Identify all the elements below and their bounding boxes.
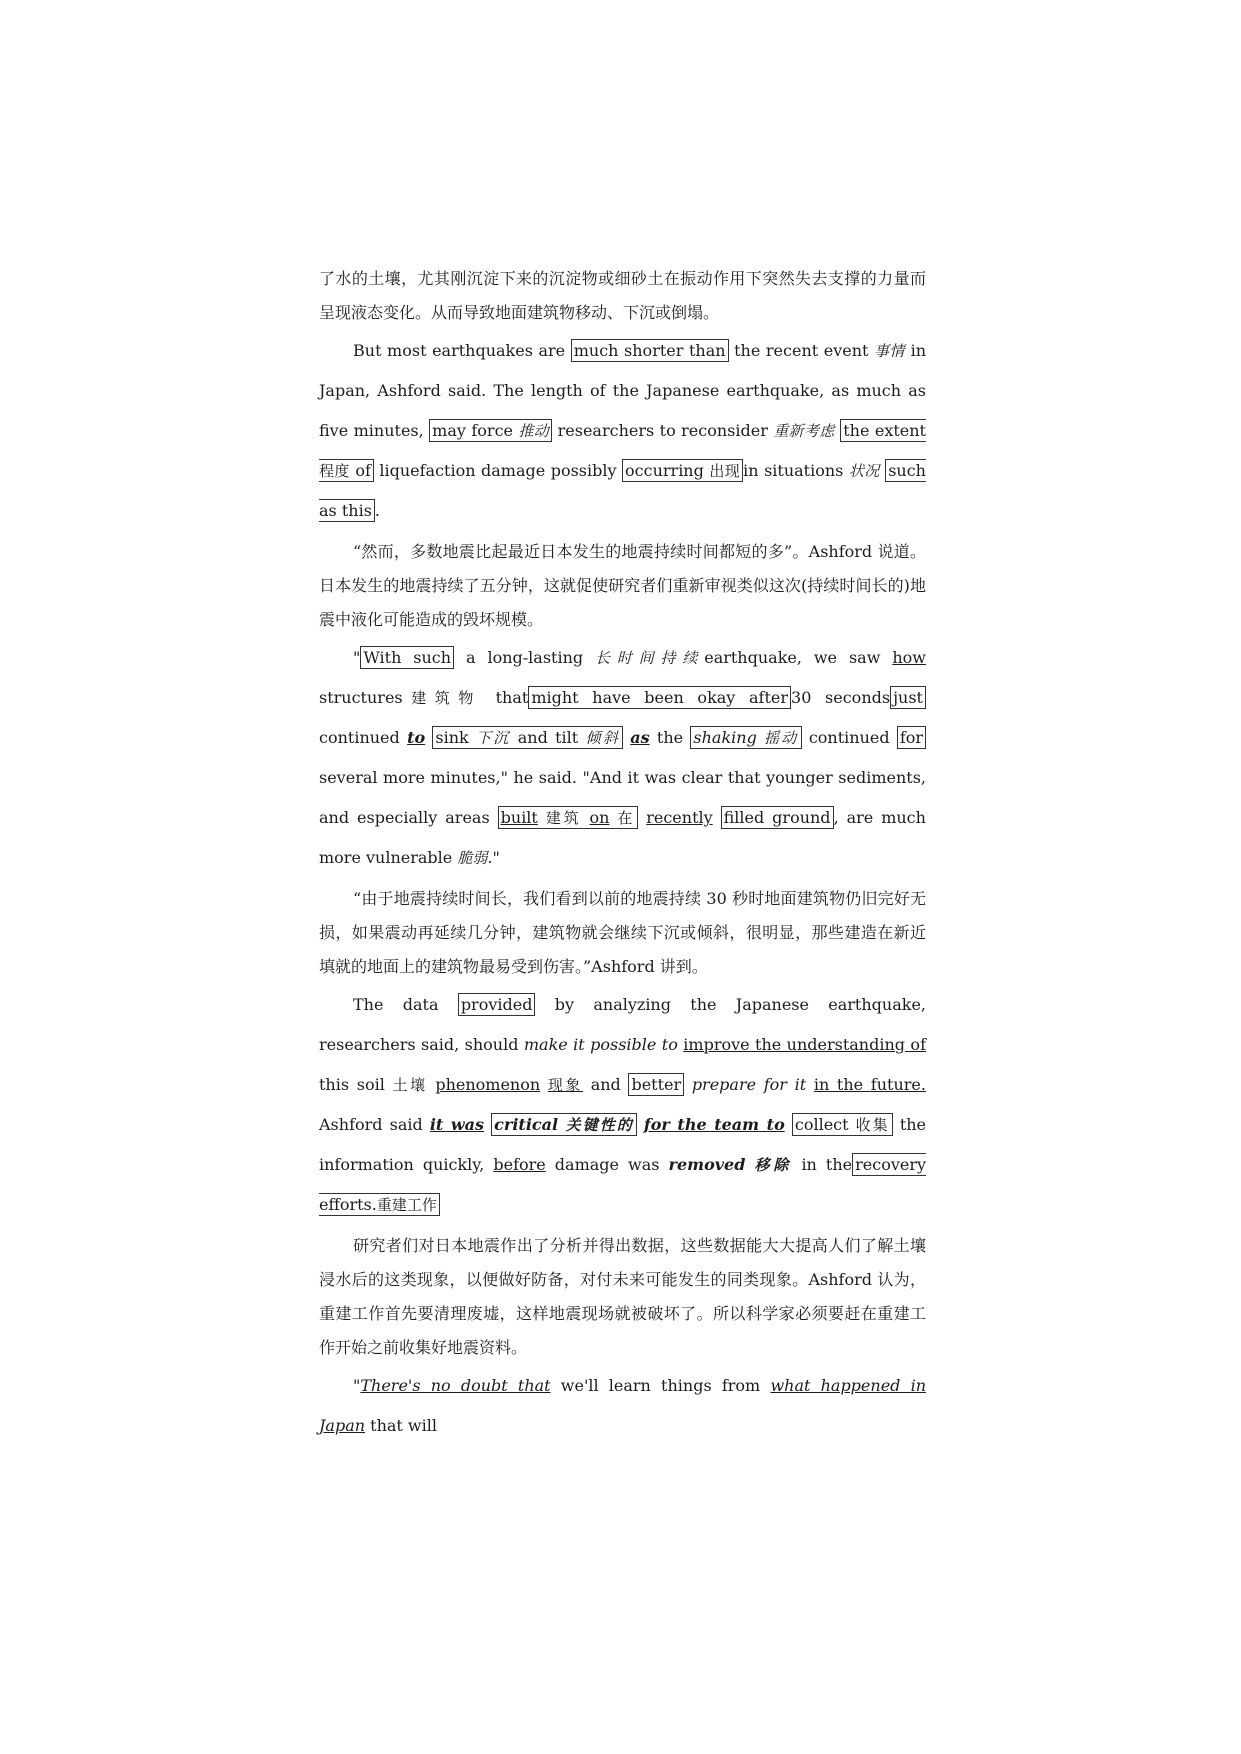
text: " [353,1376,361,1395]
text: critical [494,1115,559,1134]
text: by analyzing the Japanese earthquake, researchers said, should [319,995,927,1054]
gloss: 土壤 [392,1076,428,1094]
gloss: 事情 [874,342,906,360]
paragraph-en-2 [319,638,926,878]
boxed-phrase: just [890,686,926,709]
underlined-phrase: what happened in Japan [319,1376,927,1435]
text: the information quickly, [319,1115,927,1174]
gloss: 重建工作 [376,1196,437,1214]
gloss: 脆弱 [457,849,488,867]
boxed-phrase: provided [458,993,536,1016]
gloss: 建筑 [545,809,582,827]
text: in Japan, Ashford said. The length of the Japanese earthquake, as much as five minutes, [319,341,927,440]
boxed-phrase: With such [360,646,454,669]
gloss: 建筑物 [402,689,482,707]
boxed-phrase: much shorter than [571,339,729,362]
underlined-phrase: in the future. [813,1075,926,1094]
gloss: 长时间持续 [595,649,705,667]
boxed-phrase [792,1113,893,1136]
underlined-word: how [892,648,926,667]
text: built [500,808,538,827]
text: 了水的土壤，尤其刚沉淀下来的沉淀物或细砂土在振动作用下突然失去支撑的力 [319,269,894,288]
text: this soil [319,1075,385,1094]
gloss: 程度 [319,462,350,480]
text: ." [487,848,500,867]
text: that will [370,1416,437,1435]
paragraph-en-3 [319,985,926,1225]
text: earthquake, we saw [704,648,881,667]
text: continued [319,728,400,747]
text: in situations [743,461,844,480]
text: and tilt [517,728,579,747]
gloss: 在 [617,809,636,827]
boxed-phrase [432,726,623,749]
paragraph-zh-4: 研究者们对日本地震作出了分析并得出数据，这些数据能大大提高人们了解土壤浸水后的这类现象，以便做好防备，对付未来可能发生的同类现象。Ashford 认为，重建工作首先要清理废墟，这样地震现场就被破坏了。所以科学家必须要赶在重建工作开始之前收集好地震资料。 [319,1236,926,1357]
gloss: 出现 [709,462,741,480]
gloss: 摇动 [764,729,799,747]
text: shaking [693,728,757,747]
boxed-phrase: might have been okay after [528,686,791,709]
boxed-phrase: such as this [319,461,926,520]
boxed-phrase [690,726,801,749]
underlined-word: recently [646,808,713,827]
text: collect [794,1115,849,1134]
gloss: 收集 [855,1116,890,1134]
text: of [355,461,371,480]
text: structures [319,688,403,707]
boxed-phrase [498,806,639,829]
paragraph-zh-1 [319,262,926,330]
text: . [374,501,380,520]
text: liquefaction damage possibly [379,461,617,480]
text: , are much more vulnerable [319,808,926,867]
text: the [656,728,684,747]
boxed-phrase [429,419,552,442]
gloss: 下沉 [476,729,511,747]
underlined-phrase: improve the understanding of [683,1035,926,1054]
text: Ashford said [319,1115,423,1134]
paragraph-en-4 [319,1366,926,1446]
text: we'll learn things from [560,1376,761,1395]
text: the extent [843,421,926,440]
gloss: 现象 [547,1076,584,1094]
boxed-phrase: filled ground [721,806,834,829]
text: 30 seconds [791,688,891,707]
boxed-phrase [622,459,743,482]
italic-phrase: make it possible to [523,1035,678,1054]
text: The data [353,995,439,1014]
boxed-phrase: better [628,1073,684,1096]
text: damage was [554,1155,660,1174]
text: " [353,648,361,667]
boxed-phrase [491,1113,637,1136]
underlined-phrase: There's no doubt that [360,1376,551,1395]
gloss: 推动 [518,422,550,440]
underlined-phrase: phenomenon [435,1075,541,1094]
text: several more minutes," he said. "And it was clear that younger sediments, and especially areas [319,768,926,827]
emphasis: removed [668,1155,746,1174]
text: 量而呈现液态变化。从而导致地面建筑物移动、下沉或倒塌。 [319,269,926,322]
text: a long-lasting [466,648,584,667]
text: the recent event [734,341,869,360]
italic-phrase: prepare for it [691,1075,807,1094]
paragraph-en-1 [319,331,926,531]
gloss: 关键性的 [565,1116,634,1134]
emphasis: as [630,728,650,747]
text: and [590,1075,621,1094]
text: may force [432,421,513,440]
text: sink [435,728,469,747]
text: researchers to reconsider [557,421,768,440]
text: recovery efforts. [319,1155,927,1214]
paragraph-zh-3: “由于地震持续时间长，我们看到以前的地震持续 30 秒时地面建筑物仍旧完好无损，如果震动再延续几分钟，建筑物就会继续下沉或倾斜，很明显，那些建造在新近填就的地面上的建筑物最易受到伤害。”Ashford 讲到。 [319,889,926,976]
document-page [319,262,926,1450]
text: on [589,808,610,827]
gloss: 移除 [754,1156,793,1174]
underlined-word: before [493,1155,546,1174]
paragraph-zh-2: “然而，多数地震比起最近日本发生的地震持续时间都短的多”。Ashford 说道。日本发生的地震持续了五分钟，这就促使研究者们重新审视类似这次(持续时间长的)地震中液化可能造成的毁坏规模。 [319,542,926,629]
text: continued [808,728,890,747]
text: in the [801,1155,853,1174]
text: that [495,688,529,707]
text: But most earthquakes are [353,341,566,360]
gloss: 重新考虑 [773,422,835,440]
emphasis: it was [429,1115,485,1134]
gloss: 状况 [848,462,880,480]
gloss: 倾斜 [585,729,620,747]
boxed-phrase: for [897,726,926,749]
emphasis: for the team to [643,1115,785,1134]
text: occurring [625,461,704,480]
emphasis: to [407,728,426,747]
